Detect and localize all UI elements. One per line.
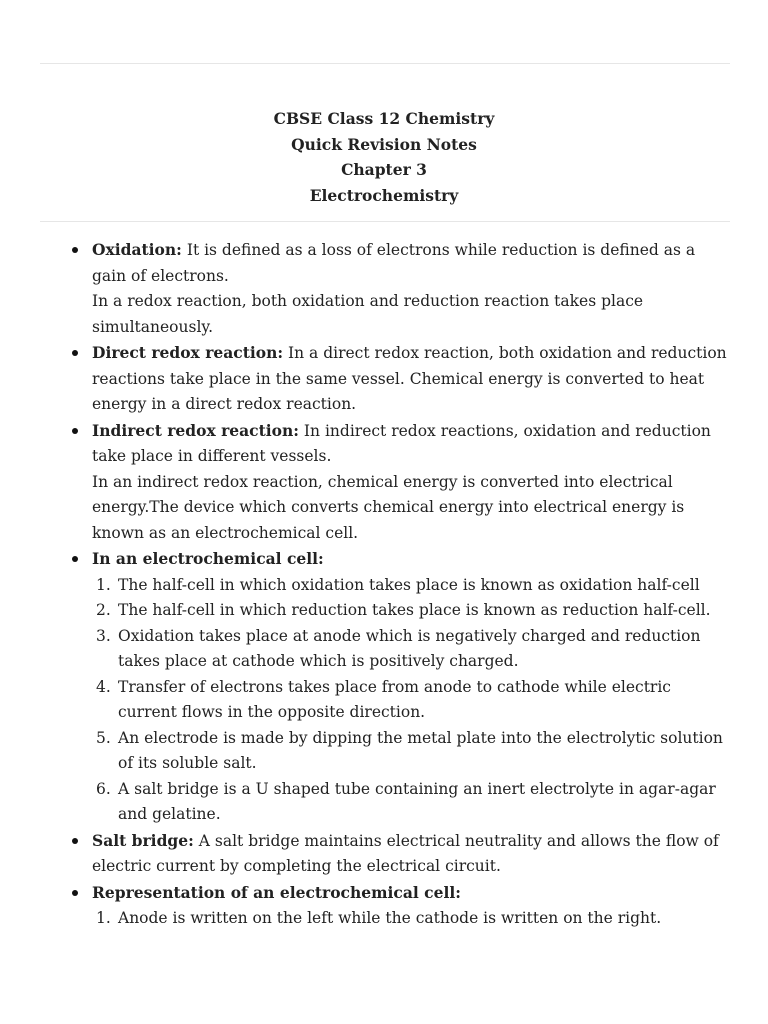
top-divider [40, 63, 730, 64]
header-line: CBSE Class 12 Chemistry [273, 109, 495, 128]
bullet-dot [72, 838, 78, 844]
note-term: Representation of an electrochemical cell: [92, 882, 461, 902]
numbered-item [92, 624, 730, 675]
note-extra: In a redox reaction, both oxidation and reduction reaction takes place simultaneously. [92, 292, 644, 336]
notes-body [70, 237, 730, 932]
item-text: An electrode is made by dipping the metal plate into the electrolytic solution of its soluble salt. [118, 728, 723, 772]
note-paragraph [92, 546, 730, 573]
item-number: 2. [96, 601, 111, 619]
item-text: A salt bridge is a U shaped tube containing an inert electrolyte in agar-agar and gelatine. [118, 779, 716, 823]
note-item [70, 418, 730, 547]
item-text: Anode is written on the left while the cathode is written on the right. [118, 909, 662, 927]
bullet-dot [72, 428, 78, 434]
note-item [70, 237, 730, 340]
bullet-dot [72, 247, 78, 253]
note-text: In a direct redox reaction, both oxidation and reduction reactions take place in the same vessel. Chemical energy is converted to heat energy in a direct redox reaction. [92, 344, 727, 413]
header-line: Electrochemistry [309, 185, 459, 205]
note-item [70, 828, 730, 880]
bullet-dot [72, 350, 78, 356]
note-text: In indirect redox reactions, oxidation and reduction take place in different vessels. [92, 421, 711, 465]
note-term: Oxidation: [92, 240, 182, 259]
note-item [70, 340, 730, 418]
document-header [0, 106, 768, 208]
note-paragraph [92, 237, 730, 289]
note-paragraph [92, 340, 730, 418]
header-line: Quick Revision Notes [291, 134, 477, 154]
item-number: 4. [96, 677, 111, 696]
item-text: The half-cell in which oxidation takes place is known as oxidation half-cell [118, 575, 700, 594]
item-text: Oxidation takes place at anode which is negatively charged and reduction takes place at cathode which is positively charged. [118, 626, 701, 670]
note-text: A salt bridge maintains electrical neutrality and allows the flow of electric current by completing the electrical circuit. [92, 831, 719, 875]
item-number: 3. [96, 626, 111, 645]
item-number: 5. [96, 728, 111, 747]
header-line: Chapter 3 [341, 160, 427, 179]
note-paragraph [92, 880, 730, 907]
numbered-item [92, 598, 730, 624]
note-term: Indirect redox reaction: [92, 420, 299, 440]
numbered-item [92, 777, 730, 828]
item-number: 1. [96, 575, 111, 594]
numbered-item [92, 906, 730, 932]
note-term: Direct redox reaction: [92, 343, 284, 362]
header-divider [40, 221, 730, 222]
note-paragraph [92, 828, 730, 880]
numbered-item [92, 573, 730, 599]
item-text: Transfer of electrons takes place from anode to cathode while electric current flows in the opposite direction. [118, 677, 671, 721]
item-text: The half-cell in which reduction takes place is known as reduction half-cell. [118, 601, 711, 619]
numbered-item [92, 675, 730, 726]
note-term: In an electrochemical cell: [92, 549, 324, 568]
numbered-list [92, 906, 730, 932]
note-term: Salt bridge: [92, 830, 194, 850]
bullet-dot [72, 556, 78, 562]
numbered-list [92, 573, 730, 828]
note-item [70, 546, 730, 828]
item-number: 1. [96, 909, 111, 927]
notes-list [70, 237, 730, 932]
note-extra: In an indirect redox reaction, chemical energy is converted into electrical energy.The device which converts chemical energy into electrical energy is known as an electrochemical cell. [92, 472, 685, 542]
bullet-dot [72, 890, 78, 896]
note-text: It is defined as a loss of electrons while reduction is defined as a gain of electrons. [92, 241, 696, 285]
numbered-item [92, 726, 730, 777]
note-paragraph [92, 418, 730, 470]
item-number: 6. [96, 779, 111, 798]
note-item [70, 880, 730, 932]
